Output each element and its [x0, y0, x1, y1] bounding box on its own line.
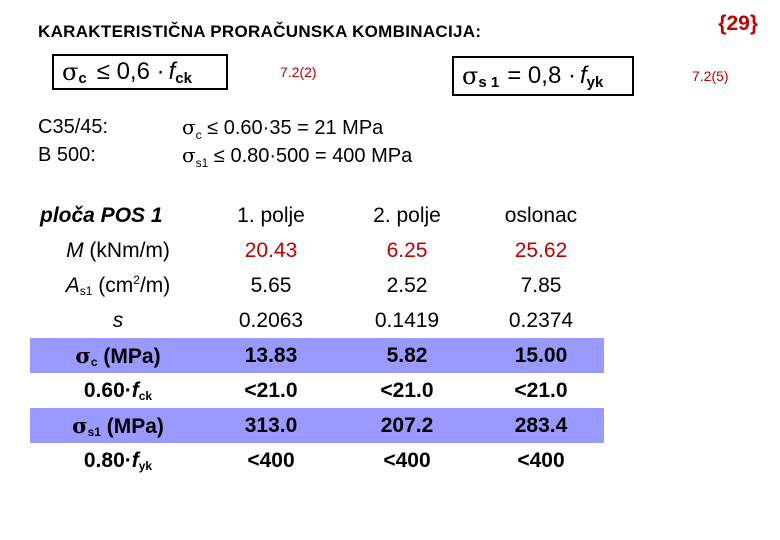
- formula-concrete-relation: ≤ 0,6 ·: [96, 58, 165, 85]
- row-label: [30, 408, 206, 443]
- results-table: [30, 198, 604, 478]
- table-cell: 5.65: [250, 273, 292, 297]
- table-row: [30, 303, 604, 338]
- table-cell: <21.0: [514, 378, 568, 402]
- table-cell: <400: [383, 448, 431, 472]
- row-label-symbol: A: [65, 274, 80, 297]
- table-cell: <21.0: [380, 378, 434, 402]
- formula-concrete-sigma-sub: c: [78, 69, 87, 87]
- formula-concrete-f: f: [168, 58, 176, 85]
- formula-steel-relation: = 0,8 ·: [507, 62, 576, 89]
- row-label-symbol: M: [66, 238, 84, 262]
- table-header-cell: 1. polje: [237, 203, 305, 227]
- row-label-unit-end: /m): [139, 274, 171, 297]
- table-row: [30, 268, 604, 303]
- table-cell: <400: [247, 448, 295, 472]
- formula-concrete-limit: [52, 54, 228, 90]
- row-label: [30, 268, 206, 303]
- steel-check-sub: s1: [195, 156, 209, 170]
- steel-check-text: ≤ 0.80·500 = 400 MPa: [213, 145, 413, 167]
- table-cell: <400: [517, 448, 565, 472]
- formula-steel-limit: [452, 56, 634, 96]
- row-label-sub: s1: [79, 284, 93, 298]
- row-label-symbol: σ: [75, 342, 91, 368]
- table-header-row: [30, 198, 604, 233]
- table-cell: 0.2063: [238, 308, 304, 332]
- formula-steel-f: f: [579, 62, 587, 89]
- row-label-unit: (MPa): [97, 344, 161, 368]
- row-label-text: 0.80·: [83, 448, 132, 472]
- row-label: [30, 303, 206, 338]
- row-label-symbol: s: [112, 308, 124, 332]
- row-label-sub: ck: [138, 388, 153, 403]
- row-label-unit: (cm: [92, 274, 134, 297]
- table-row-highlighted: [30, 408, 604, 443]
- table-row: [30, 373, 604, 408]
- concrete-check-text: ≤ 0.60·35 = 21 MPa: [207, 117, 384, 139]
- slide-number: {29}: [718, 12, 758, 35]
- concrete-check-sub: c: [195, 128, 202, 142]
- row-label-sub: s1: [87, 424, 101, 439]
- material-concrete-label: C35/45:: [38, 116, 109, 138]
- table-header-cell: oslonac: [504, 203, 578, 227]
- table-cell: 13.83: [206, 338, 336, 373]
- row-label: [30, 338, 206, 373]
- page-title: KARAKTERISTIČNA PRORAČUNSKA KOMBINACIJA:: [38, 22, 482, 41]
- formula-concrete-f-sub: ck: [175, 69, 192, 87]
- formula-concrete-ref: 7.2(2): [280, 64, 317, 80]
- table-row: [30, 443, 604, 478]
- row-label-text: 0.60·: [83, 378, 132, 402]
- table-cell: 0.2374: [508, 308, 574, 332]
- table-row: [30, 233, 604, 268]
- row-label-symbol: f: [131, 448, 139, 472]
- row-label-sub: c: [90, 354, 98, 369]
- table-cell: 283.4: [478, 408, 604, 443]
- table-cell: 5.82: [336, 338, 478, 373]
- table-cell: 313.0: [206, 408, 336, 443]
- steel-stress-check: [182, 140, 412, 178]
- table-cell: 15.00: [478, 338, 604, 373]
- table-cell: 25.62: [514, 238, 568, 262]
- table-header-cell: ploča POS 1: [40, 203, 163, 227]
- row-label: [30, 443, 206, 478]
- formula-concrete-sigma: σ: [62, 58, 79, 86]
- material-steel-label: B 500:: [38, 144, 96, 166]
- formula-steel-sigma-sub: s 1: [478, 73, 500, 91]
- formula-steel-ref: 7.2(5): [692, 68, 729, 84]
- steel-check-sigma: σ: [182, 143, 196, 167]
- row-label-sup: 2: [133, 273, 140, 287]
- formula-steel-sigma: σ: [462, 62, 479, 90]
- table-cell: <21.0: [244, 378, 298, 402]
- row-label: [30, 233, 206, 268]
- concrete-check-sigma: σ: [182, 115, 196, 139]
- table-row-highlighted: [30, 338, 604, 373]
- row-label-symbol: σ: [72, 412, 88, 438]
- table-cell: 2.52: [386, 273, 428, 297]
- table-cell: 207.2: [336, 408, 478, 443]
- row-label-unit: (MPa): [100, 414, 164, 438]
- formula-steel-f-sub: yk: [586, 73, 604, 91]
- row-label-symbol: f: [131, 378, 139, 402]
- row-label-unit: (kNm/m): [83, 238, 170, 262]
- table-cell: 20.43: [244, 238, 298, 262]
- table-cell: 7.85: [520, 273, 562, 297]
- table-cell: 0.1419: [374, 308, 440, 332]
- row-label-sub: yk: [138, 458, 153, 473]
- table-cell: 6.25: [386, 238, 428, 262]
- row-label: [30, 373, 206, 408]
- table-header-cell: 2. polje: [373, 203, 441, 227]
